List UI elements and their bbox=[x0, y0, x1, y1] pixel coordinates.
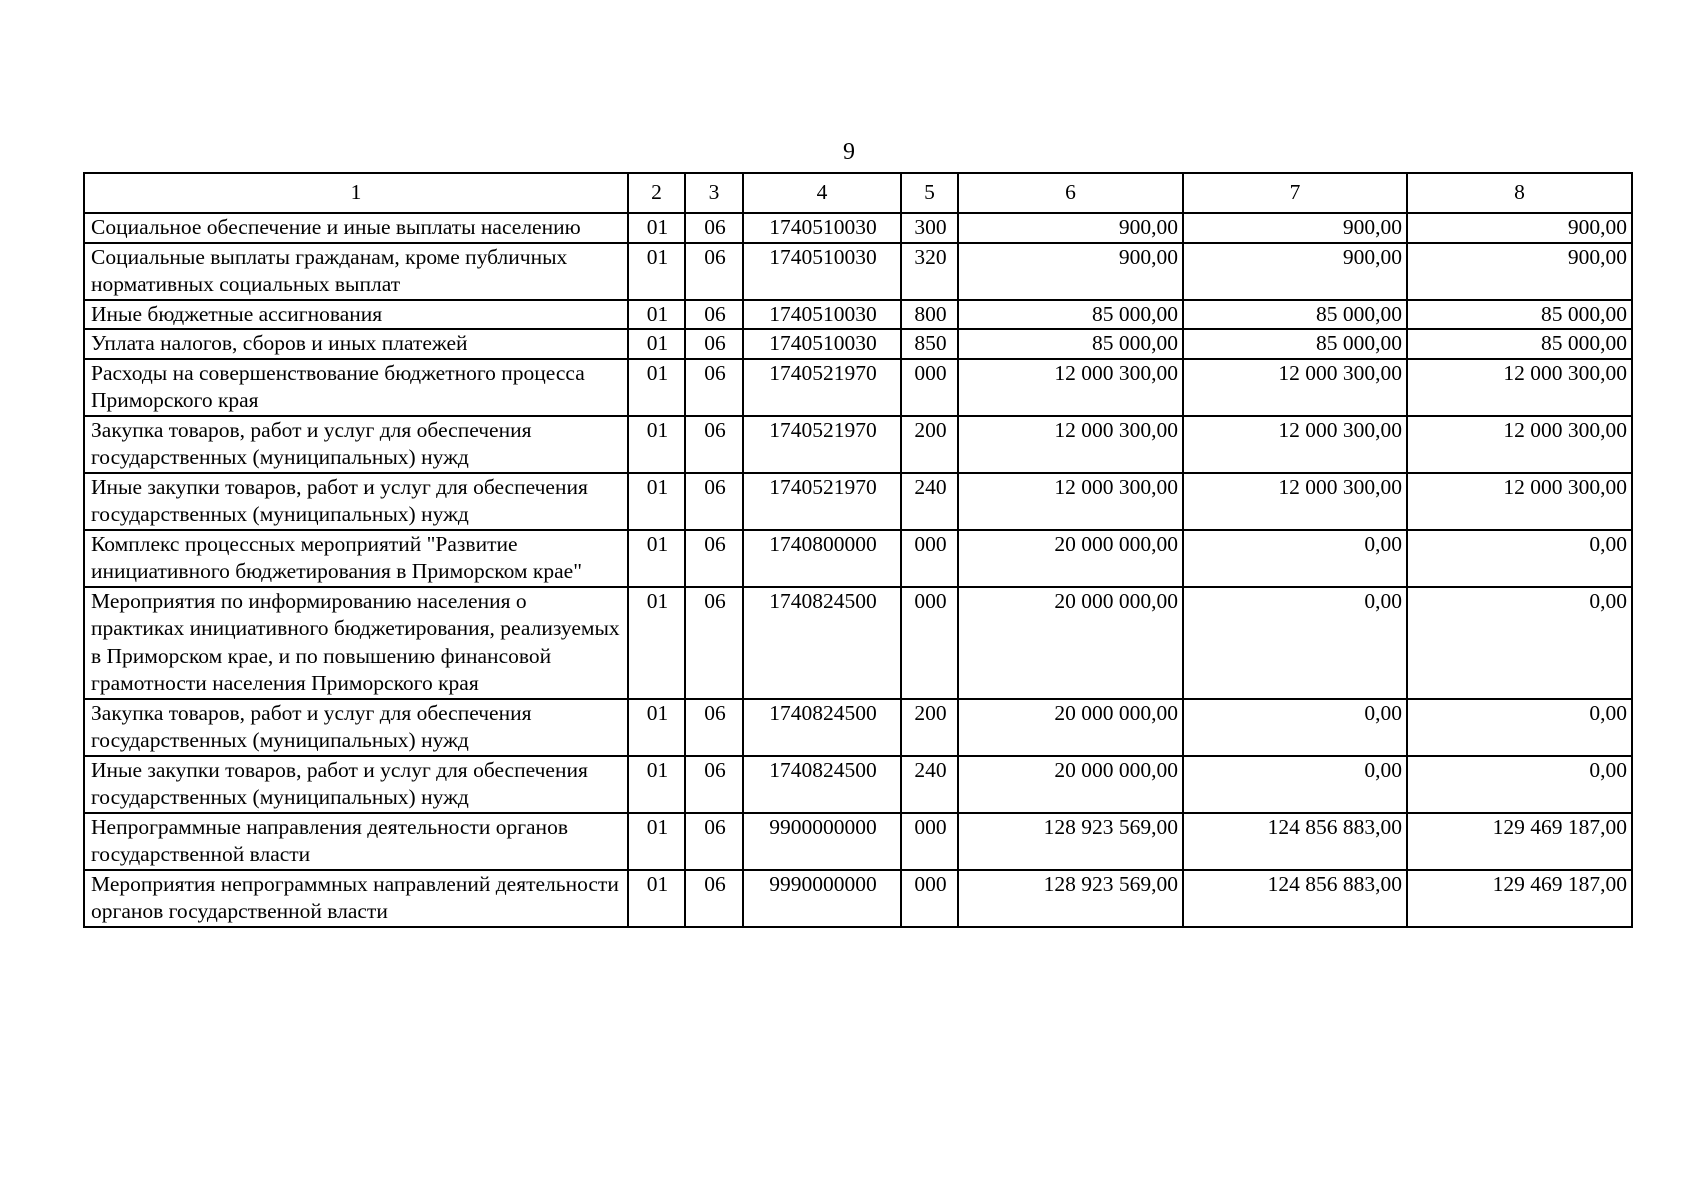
amount-col6-cell: 85 000,00 bbox=[958, 329, 1183, 359]
amount-col6-cell: 20 000 000,00 bbox=[958, 587, 1183, 699]
subsection-code-cell: 06 bbox=[685, 756, 743, 813]
header-cell: 7 bbox=[1183, 173, 1407, 213]
amount-col8-cell: 900,00 bbox=[1407, 243, 1632, 300]
row-name-cell: Уплата налогов, сборов и иных платежей bbox=[84, 329, 628, 359]
amount-col6-cell: 12 000 300,00 bbox=[958, 359, 1183, 416]
table-row bbox=[84, 587, 1632, 699]
page-number bbox=[0, 140, 1698, 164]
table-row bbox=[84, 359, 1632, 416]
section-code-cell: 01 bbox=[628, 300, 685, 330]
target-article-cell: 1740510030 bbox=[743, 213, 901, 243]
expense-type-cell: 000 bbox=[901, 587, 958, 699]
target-article-cell: 1740800000 bbox=[743, 530, 901, 587]
header-cell: 6 bbox=[958, 173, 1183, 213]
expense-type-cell: 300 bbox=[901, 213, 958, 243]
table-row bbox=[84, 756, 1632, 813]
subsection-code-cell: 06 bbox=[685, 473, 743, 530]
row-name-cell: Комплекс процессных мероприятий "Развитие инициативного бюджетирования в Приморском крае" bbox=[84, 530, 628, 587]
target-article-cell: 9990000000 bbox=[743, 870, 901, 927]
expense-type-cell: 000 bbox=[901, 359, 958, 416]
target-article-cell: 1740510030 bbox=[743, 329, 901, 359]
section-code-cell: 01 bbox=[628, 329, 685, 359]
target-article-cell: 1740824500 bbox=[743, 699, 901, 756]
target-article-cell: 1740824500 bbox=[743, 587, 901, 699]
expense-type-cell: 200 bbox=[901, 416, 958, 473]
subsection-code-cell: 06 bbox=[685, 587, 743, 699]
section-code-cell: 01 bbox=[628, 813, 685, 870]
amount-col8-cell: 0,00 bbox=[1407, 699, 1632, 756]
section-code-cell: 01 bbox=[628, 473, 685, 530]
table-row bbox=[84, 813, 1632, 870]
expense-type-cell: 240 bbox=[901, 473, 958, 530]
subsection-code-cell: 06 bbox=[685, 359, 743, 416]
amount-col7-cell: 12 000 300,00 bbox=[1183, 473, 1407, 530]
amount-col7-cell: 12 000 300,00 bbox=[1183, 359, 1407, 416]
subsection-code-cell: 06 bbox=[685, 699, 743, 756]
table-row bbox=[84, 300, 1632, 330]
target-article-cell: 1740510030 bbox=[743, 300, 901, 330]
amount-col6-cell: 20 000 000,00 bbox=[958, 530, 1183, 587]
row-name-cell: Иные закупки товаров, работ и услуг для обеспечения государственных (муниципальных) нужд bbox=[84, 473, 628, 530]
target-article-cell: 1740824500 bbox=[743, 756, 901, 813]
section-code-cell: 01 bbox=[628, 699, 685, 756]
amount-col8-cell: 0,00 bbox=[1407, 530, 1632, 587]
target-article-cell: 1740521970 bbox=[743, 416, 901, 473]
amount-col7-cell: 124 856 883,00 bbox=[1183, 870, 1407, 927]
amount-col6-cell: 900,00 bbox=[958, 243, 1183, 300]
amount-col8-cell: 0,00 bbox=[1407, 756, 1632, 813]
header-cell: 4 bbox=[743, 173, 901, 213]
section-code-cell: 01 bbox=[628, 359, 685, 416]
subsection-code-cell: 06 bbox=[685, 213, 743, 243]
subsection-code-cell: 06 bbox=[685, 243, 743, 300]
amount-col6-cell: 20 000 000,00 bbox=[958, 756, 1183, 813]
expense-type-cell: 850 bbox=[901, 329, 958, 359]
header-cell: 3 bbox=[685, 173, 743, 213]
amount-col7-cell: 85 000,00 bbox=[1183, 329, 1407, 359]
row-name-cell: Иные закупки товаров, работ и услуг для обеспечения государственных (муниципальных) нужд bbox=[84, 756, 628, 813]
amount-col8-cell: 129 469 187,00 bbox=[1407, 813, 1632, 870]
subsection-code-cell: 06 bbox=[685, 530, 743, 587]
target-article-cell: 1740521970 bbox=[743, 359, 901, 416]
expense-type-cell: 000 bbox=[901, 530, 958, 587]
expense-type-cell: 320 bbox=[901, 243, 958, 300]
target-article-cell: 1740510030 bbox=[743, 243, 901, 300]
amount-col7-cell: 12 000 300,00 bbox=[1183, 416, 1407, 473]
amount-col7-cell: 0,00 bbox=[1183, 587, 1407, 699]
row-name-cell: Мероприятия по информированию населения о практиках инициативного бюджетирования, реализуемых в Приморском крае, и по повышению финансовой грамотности населения Приморского края bbox=[84, 587, 628, 699]
amount-col8-cell: 0,00 bbox=[1407, 587, 1632, 699]
amount-col6-cell: 900,00 bbox=[958, 213, 1183, 243]
subsection-code-cell: 06 bbox=[685, 416, 743, 473]
row-name-cell: Социальные выплаты гражданам, кроме публичных нормативных социальных выплат bbox=[84, 243, 628, 300]
section-code-cell: 01 bbox=[628, 213, 685, 243]
amount-col6-cell: 85 000,00 bbox=[958, 300, 1183, 330]
target-article-cell: 9900000000 bbox=[743, 813, 901, 870]
amount-col6-cell: 12 000 300,00 bbox=[958, 473, 1183, 530]
expense-type-cell: 800 bbox=[901, 300, 958, 330]
target-article-cell: 1740521970 bbox=[743, 473, 901, 530]
expense-type-cell: 240 bbox=[901, 756, 958, 813]
amount-col7-cell: 0,00 bbox=[1183, 699, 1407, 756]
section-code-cell: 01 bbox=[628, 587, 685, 699]
header-cell: 2 bbox=[628, 173, 685, 213]
header-cell: 5 bbox=[901, 173, 958, 213]
table-row bbox=[84, 699, 1632, 756]
subsection-code-cell: 06 bbox=[685, 329, 743, 359]
section-code-cell: 01 bbox=[628, 870, 685, 927]
section-code-cell: 01 bbox=[628, 416, 685, 473]
page-number-text: 9 bbox=[843, 139, 855, 165]
row-name-cell: Расходы на совершенствование бюджетного процесса Приморского края bbox=[84, 359, 628, 416]
row-name-cell: Социальное обеспечение и иные выплаты населению bbox=[84, 213, 628, 243]
amount-col8-cell: 85 000,00 bbox=[1407, 329, 1632, 359]
section-code-cell: 01 bbox=[628, 530, 685, 587]
amount-col8-cell: 12 000 300,00 bbox=[1407, 473, 1632, 530]
table-body bbox=[84, 213, 1632, 927]
header-cell: 1 bbox=[84, 173, 628, 213]
table-row bbox=[84, 473, 1632, 530]
amount-col7-cell: 0,00 bbox=[1183, 756, 1407, 813]
amount-col7-cell: 900,00 bbox=[1183, 243, 1407, 300]
amount-col8-cell: 12 000 300,00 bbox=[1407, 359, 1632, 416]
amount-col8-cell: 85 000,00 bbox=[1407, 300, 1632, 330]
row-name-cell: Иные бюджетные ассигнования bbox=[84, 300, 628, 330]
table-row bbox=[84, 329, 1632, 359]
row-name-cell: Мероприятия непрограммных направлений деятельности органов государственной власти bbox=[84, 870, 628, 927]
amount-col8-cell: 900,00 bbox=[1407, 213, 1632, 243]
amount-col7-cell: 85 000,00 bbox=[1183, 300, 1407, 330]
expense-type-cell: 200 bbox=[901, 699, 958, 756]
budget-table bbox=[83, 172, 1633, 928]
row-name-cell: Закупка товаров, работ и услуг для обеспечения государственных (муниципальных) нужд bbox=[84, 699, 628, 756]
row-name-cell: Закупка товаров, работ и услуг для обеспечения государственных (муниципальных) нужд bbox=[84, 416, 628, 473]
header-row bbox=[84, 173, 1632, 213]
table-row bbox=[84, 243, 1632, 300]
section-code-cell: 01 bbox=[628, 243, 685, 300]
amount-col8-cell: 129 469 187,00 bbox=[1407, 870, 1632, 927]
row-name-cell: Непрограммные направления деятельности органов государственной власти bbox=[84, 813, 628, 870]
amount-col7-cell: 0,00 bbox=[1183, 530, 1407, 587]
subsection-code-cell: 06 bbox=[685, 870, 743, 927]
header-cell: 8 bbox=[1407, 173, 1632, 213]
amount-col7-cell: 900,00 bbox=[1183, 213, 1407, 243]
amount-col7-cell: 124 856 883,00 bbox=[1183, 813, 1407, 870]
subsection-code-cell: 06 bbox=[685, 813, 743, 870]
amount-col6-cell: 20 000 000,00 bbox=[958, 699, 1183, 756]
table-row bbox=[84, 416, 1632, 473]
table-row bbox=[84, 213, 1632, 243]
subsection-code-cell: 06 bbox=[685, 300, 743, 330]
amount-col6-cell: 12 000 300,00 bbox=[958, 416, 1183, 473]
expense-type-cell: 000 bbox=[901, 813, 958, 870]
expense-type-cell: 000 bbox=[901, 870, 958, 927]
section-code-cell: 01 bbox=[628, 756, 685, 813]
amount-col6-cell: 128 923 569,00 bbox=[958, 813, 1183, 870]
amount-col6-cell: 128 923 569,00 bbox=[958, 870, 1183, 927]
amount-col8-cell: 12 000 300,00 bbox=[1407, 416, 1632, 473]
table-row bbox=[84, 870, 1632, 927]
table-row bbox=[84, 530, 1632, 587]
